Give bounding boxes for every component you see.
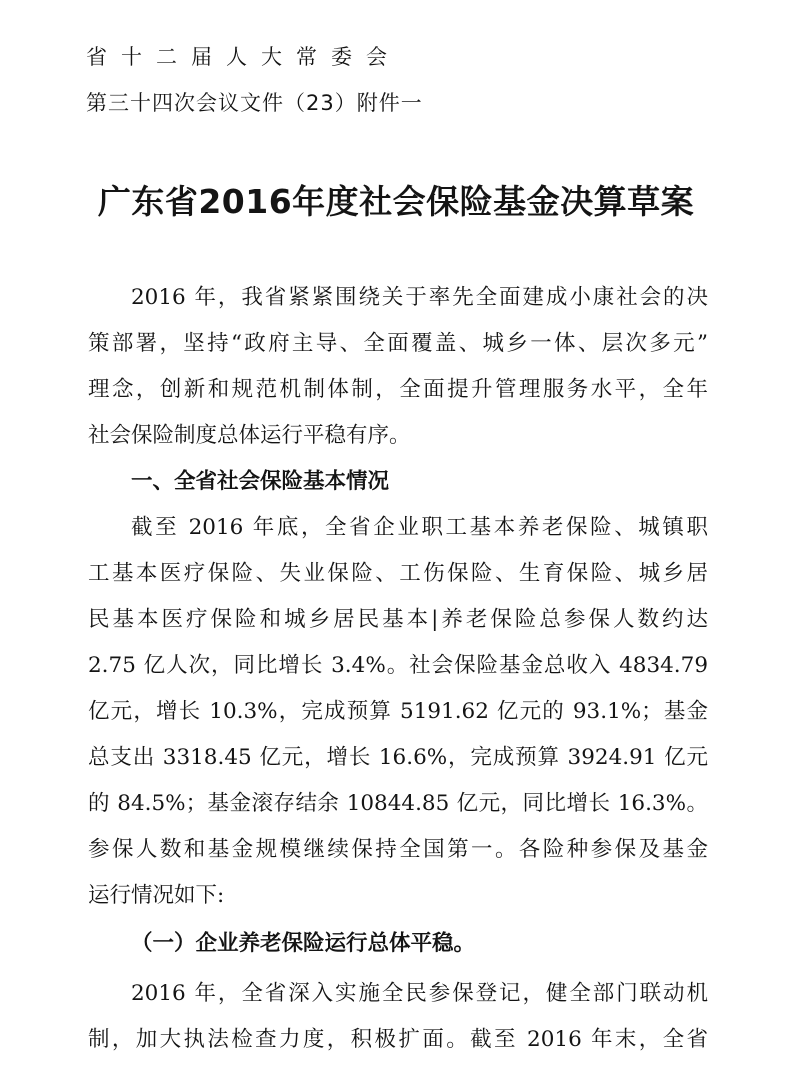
section1-line: 亿元，增长 10.3%，完成预算 5191.62 亿元的 93.1%；基金 — [88, 699, 708, 724]
section1-line: 运行情况如下: — [88, 883, 225, 908]
subsection1-line: 2016 年，全省深入实施全民参保登记，健全部门联动机 — [131, 981, 708, 1006]
section1-line: 的 84.5%；基金滚存结余 10844.85 亿元，同比增长 16.3%。 — [88, 791, 708, 816]
section1-line: 工基本医疗保险、失业保险、工伤保险、生育保险、城乡居 — [88, 561, 708, 586]
document-header-file-number: 第三十四次会议文件（23）附件一 — [86, 91, 423, 115]
section1-line: 截至 2016 年底，全省企业职工基本养老保险、城镇职 — [131, 515, 708, 540]
section1-line: 参保人数和基金规模继续保持全国第一。各险种参保及基金 — [88, 837, 708, 862]
intro-line: 社会保险制度总体运行平稳有序。 — [88, 423, 411, 448]
intro-line: 理念，创新和规范机制体制，全面提升管理服务水平，全年 — [88, 377, 708, 402]
section-heading: 一、全省社会保险基本情况 — [131, 469, 390, 494]
intro-line: 策部署，坚持“政府主导、全面覆盖、城乡一体、层次多元” — [88, 331, 708, 356]
subsection-heading: （一）企业养老保险运行总体平稳。 — [131, 931, 476, 956]
subsection1-line: 制，加大执法检查力度，积极扩面。截至 2016 年末，全省 — [88, 1027, 708, 1052]
document-title: 广东省2016年度社会保险基金决算草案 — [97, 182, 695, 221]
document-header-committee: 省十二届人大常委会 — [86, 45, 401, 69]
section1-line: 总支出 3318.45 亿元，增长 16.6%，完成预算 3924.91 亿元 — [88, 745, 708, 770]
section1-line: 民基本医疗保险和城乡居民基本|养老保险总参保人数约达 — [88, 607, 708, 632]
section1-line: 2.75 亿人次，同比增长 3.4%。社会保险基金总收入 4834.79 — [88, 653, 708, 678]
intro-line: 2016 年，我省紧紧围绕关于率先全面建成小康社会的决 — [131, 285, 708, 310]
